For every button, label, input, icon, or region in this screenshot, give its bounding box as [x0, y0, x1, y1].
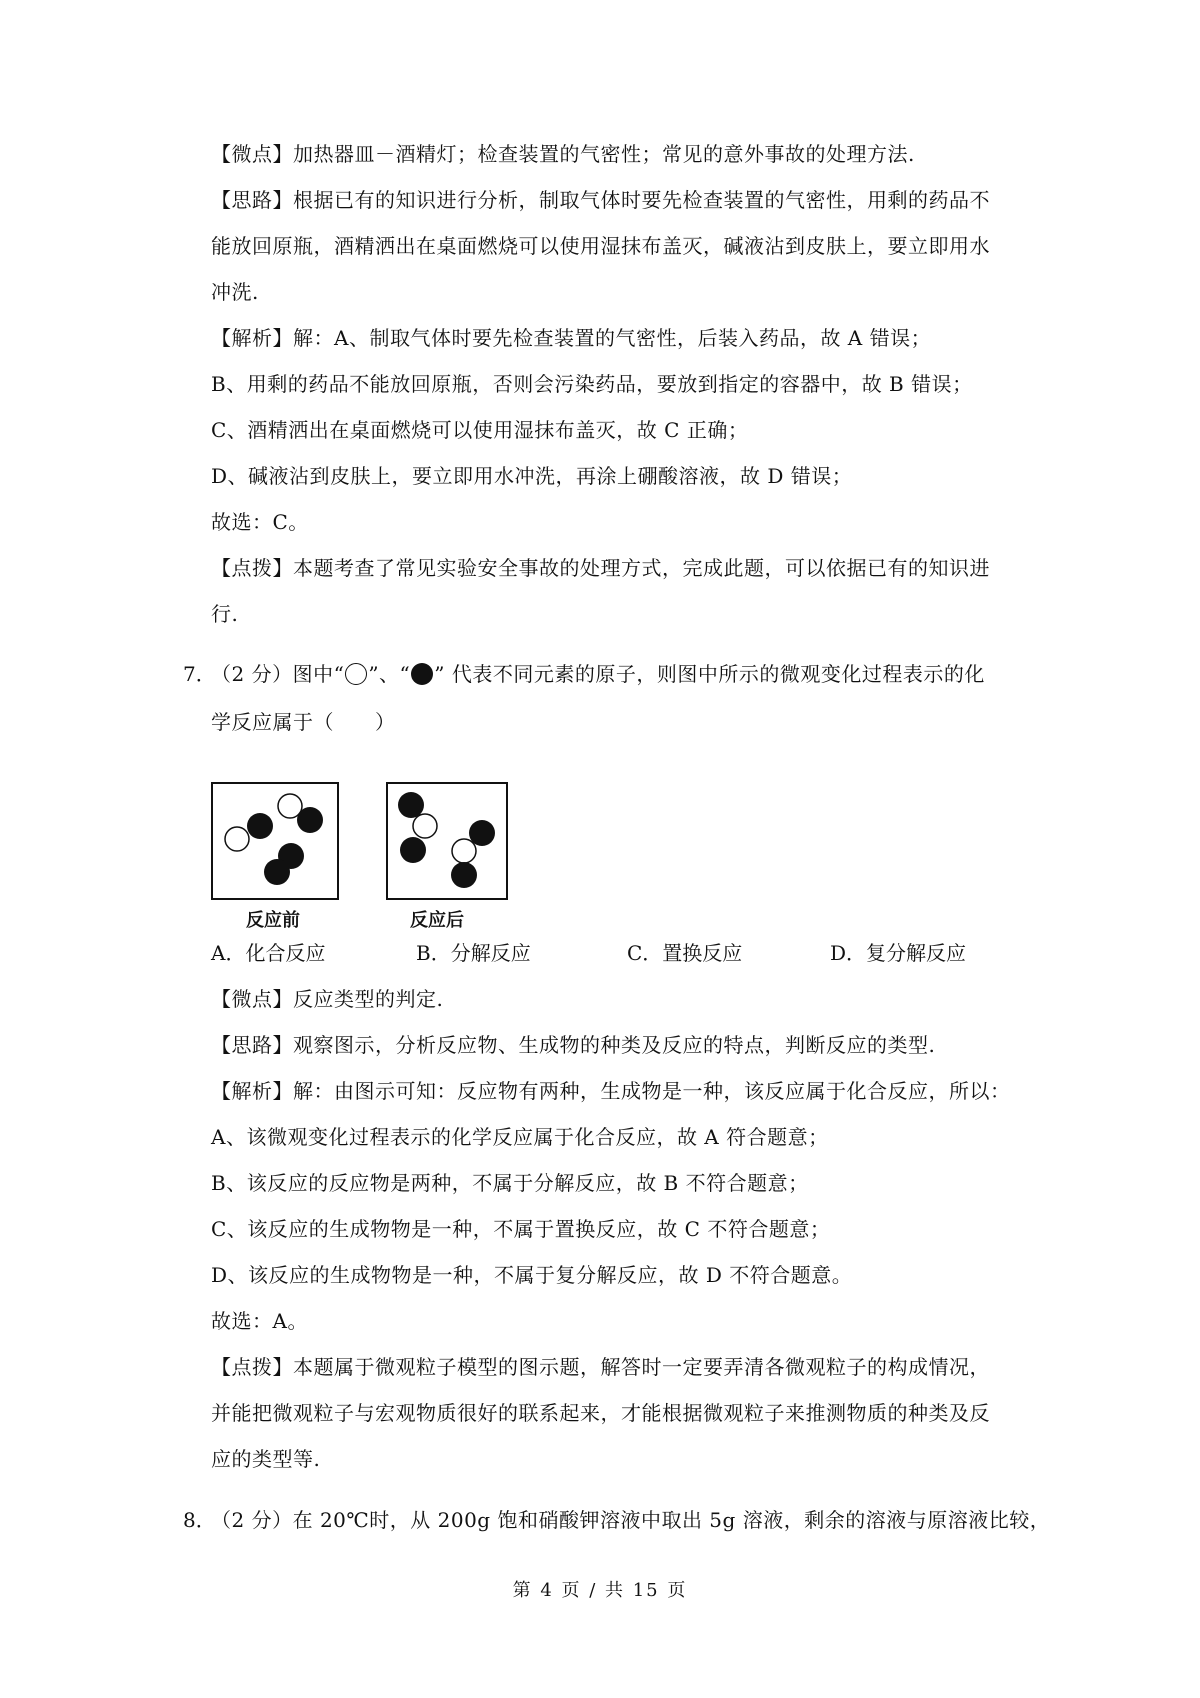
q6-analysis-intro: 【解析】解：A、制取气体时要先检查装置的气密性，后装入药品，故 A 错误； [211, 326, 932, 350]
q8-stem-line-1: （2 分）在 20℃时，从 200g 饱和硝酸钾溶液中取出 5g 溶液，剩余的溶液与原溶液比较， [211, 1508, 1051, 1532]
white-atom-icon [345, 663, 367, 685]
after-reaction-label: 反应后 [410, 910, 464, 931]
q7-analysis-intro: 【解析】解：由图示可知：反应物有两种，生成物是一种，该反应属于化合反应，所以： [211, 1079, 1011, 1103]
white-atom-icon [452, 839, 476, 863]
black-atom-icon [398, 792, 424, 818]
q7-tip-line-2: 并能把微观粒子与宏观物质很好的联系起来，才能根据微观粒子来推测物质的种类及反 [211, 1401, 990, 1425]
q6-analysis-d: D、碱液沾到皮肤上，要立即用水冲洗，再涂上硼酸溶液，故 D 错误； [211, 464, 853, 488]
before-reaction-box [211, 782, 339, 900]
before-reaction-diagram [213, 784, 337, 898]
black-atom-icon [400, 837, 426, 863]
q7-stem-line-1 [211, 660, 985, 688]
black-atom-icon [264, 859, 290, 885]
after-reaction-box [386, 782, 508, 900]
q6-tip-line-1: 【点拨】本题考查了常见实验安全事故的处理方式，完成此题，可以依据已有的知识进 [211, 556, 990, 580]
q7-stem-part1: （2 分）图中“ [211, 662, 345, 686]
q7-stem-part2: ”、“ [368, 662, 411, 686]
q7-analysis-a: A、该微观变化过程表示的化学反应属于化合反应，故 A 符合题意； [211, 1125, 829, 1149]
q7-number: 7． [183, 662, 216, 686]
q6-approach-line-3: 冲洗. [211, 280, 259, 304]
q7-tip-line-3: 应的类型等. [211, 1447, 321, 1471]
q7-stem-line-2: 学反应属于（ ） [211, 710, 396, 734]
q6-approach-line-2: 能放回原瓶，酒精洒出在桌面燃烧可以使用湿抹布盖灭，碱液沾到皮肤上，要立即用水 [211, 234, 990, 258]
page-footer: 第 4 页 / 共 15 页 [512, 1580, 688, 1601]
white-atom-icon [225, 827, 249, 851]
q7-option-d: D．复分解反应 [830, 941, 967, 965]
q7-micro-point: 【微点】反应类型的判定. [211, 987, 444, 1011]
q7-tip-line-1: 【点拨】本题属于微观粒子模型的图示题，解答时一定要弄清各微观粒子的构成情况， [211, 1355, 990, 1379]
after-reaction-diagram [388, 784, 506, 898]
q7-analysis-c: C、该反应的生成物物是一种，不属于置换反应，故 C 不符合题意； [211, 1217, 831, 1241]
q7-option-c: C．置换反应 [627, 941, 743, 965]
black-atom-icon [297, 807, 323, 833]
q7-analysis-b: B、该反应的反应物是两种，不属于分解反应，故 B 不符合题意； [211, 1171, 809, 1195]
q6-tip-line-2: 行. [211, 602, 239, 626]
q7-option-b: B．分解反应 [416, 941, 531, 965]
q6-answer: 故选：C。 [211, 510, 309, 534]
q7-analysis-d: D、该反应的生成物物是一种，不属于复分解反应，故 D 不符合题意。 [211, 1263, 853, 1287]
q7-stem-part3: ” 代表不同元素的原子，则图中所示的微观变化过程表示的化 [434, 662, 985, 686]
q6-analysis-c: C、酒精洒出在桌面燃烧可以使用湿抹布盖灭，故 C 正确； [211, 418, 749, 442]
black-atom-icon [451, 862, 477, 888]
q7-option-a: A．化合反应 [211, 941, 326, 965]
q7-answer: 故选：A。 [211, 1309, 308, 1333]
q6-micro-point: 【微点】加热器皿－酒精灯；检查装置的气密性；常见的意外事故的处理方法. [211, 142, 915, 166]
q6-approach-line-1: 【思路】根据已有的知识进行分析，制取气体时要先检查装置的气密性，用剩的药品不 [211, 188, 990, 212]
black-atom-icon [411, 663, 433, 685]
white-atom-icon [413, 814, 437, 838]
black-atom-icon [247, 813, 273, 839]
q7-approach: 【思路】观察图示，分析反应物、生成物的种类及反应的特点，判断反应的类型. [211, 1033, 936, 1057]
before-reaction-label: 反应前 [246, 910, 300, 931]
q8-number: 8． [183, 1508, 216, 1532]
q6-analysis-b: B、用剩的药品不能放回原瓶，否则会污染药品，要放到指定的容器中，故 B 错误； [211, 372, 973, 396]
